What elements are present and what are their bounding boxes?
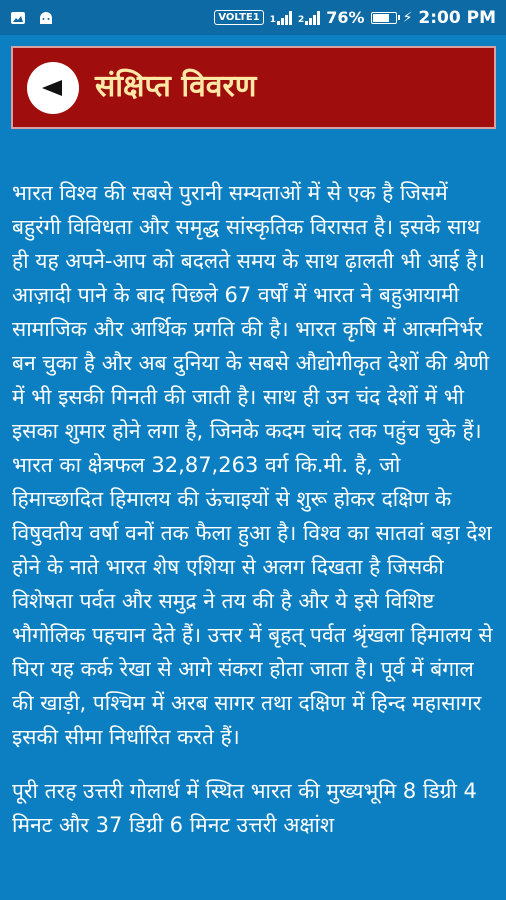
article-paragraph: भारत विश्व की सबसे पुरानी सम्यताओं में से एक है जिसमें बहुरंगी विविधता और समृद्ध सांस्कृतिक विरासत है। इसके साथ ही यह अपने-आप को बदलते समय के साथ ढ़ालती भी आई है। आज़ादी पाने के बाद पिछले 67 वर्षों में भारत ने बहुआयामी सामाजिक और आर्थिक प्रगति की है। भारत कृषि में आत्मनिर्भर बन चुका है और अब दुनिया के सबसे औद्योगीकृत देशों की श्रेणी में भी इसकी गिनती की जाती है। साथ ही उन चंद देशों में भी इसका शुमार होने लगा है, जिनके कदम चांद तक पहुंच चुके हैं। भारत का क्षेत्रफल 32,87,263 वर्ग कि.मी. है, जो हिमाच्छादित हिमालय की ऊंचाइयों से शुरू होकर दक्षिण के विषुवतीय वर्षा वनों तक फैला हुआ है। विश्व का सातवां बड़ा देश होने के नाते भारत शेष एशिया से अलग दिखता है जिसकी विशेषता पर्वत और समुद्र ने तय की है और ये इसे विशिष्ट भौगोलिक पहचान देते हैं। उत्तर में बृहत् पर्वत श्रृंखला हिमालय से घिरा यह कर्क रेखा से आगे संकरा होता जाता है। पूर्व में बंगाल की खाड़ी, पश्चिम में अरब सागर तथा दक्षिण में हिन्द महासागर इसकी सीमा निर्धारित करते हैं। bbox=[12, 181, 493, 749]
app-header bbox=[11, 46, 496, 129]
charging-icon: ⚡ bbox=[402, 9, 413, 26]
article-paragraph: पूरी तरह उत्तरी गोलार्ध में स्थित भारत की मुख्यभूमि 8 डिग्री 4 मिनट और 37 डिग्री 6 मिनट उत्तरी अक्षांश bbox=[12, 779, 477, 837]
system-icons bbox=[214, 8, 496, 28]
status-bar bbox=[0, 0, 506, 35]
sim2-signal-icon: 2 bbox=[298, 11, 320, 25]
android-notification-icon bbox=[38, 11, 54, 25]
clock: 2:00 PM bbox=[418, 7, 496, 28]
back-arrow-icon bbox=[40, 79, 66, 97]
battery-icon bbox=[371, 12, 397, 24]
notification-icons bbox=[10, 11, 54, 25]
page-title: संक्षिप्त विवरण bbox=[95, 69, 257, 104]
volte-badge: VOLTE1 bbox=[214, 10, 263, 25]
article-content[interactable] bbox=[12, 176, 496, 862]
sim1-signal-icon: 1 bbox=[270, 11, 292, 25]
back-button[interactable] bbox=[27, 62, 79, 114]
battery-percent: 76% bbox=[326, 8, 365, 27]
image-notification-icon bbox=[10, 11, 26, 25]
